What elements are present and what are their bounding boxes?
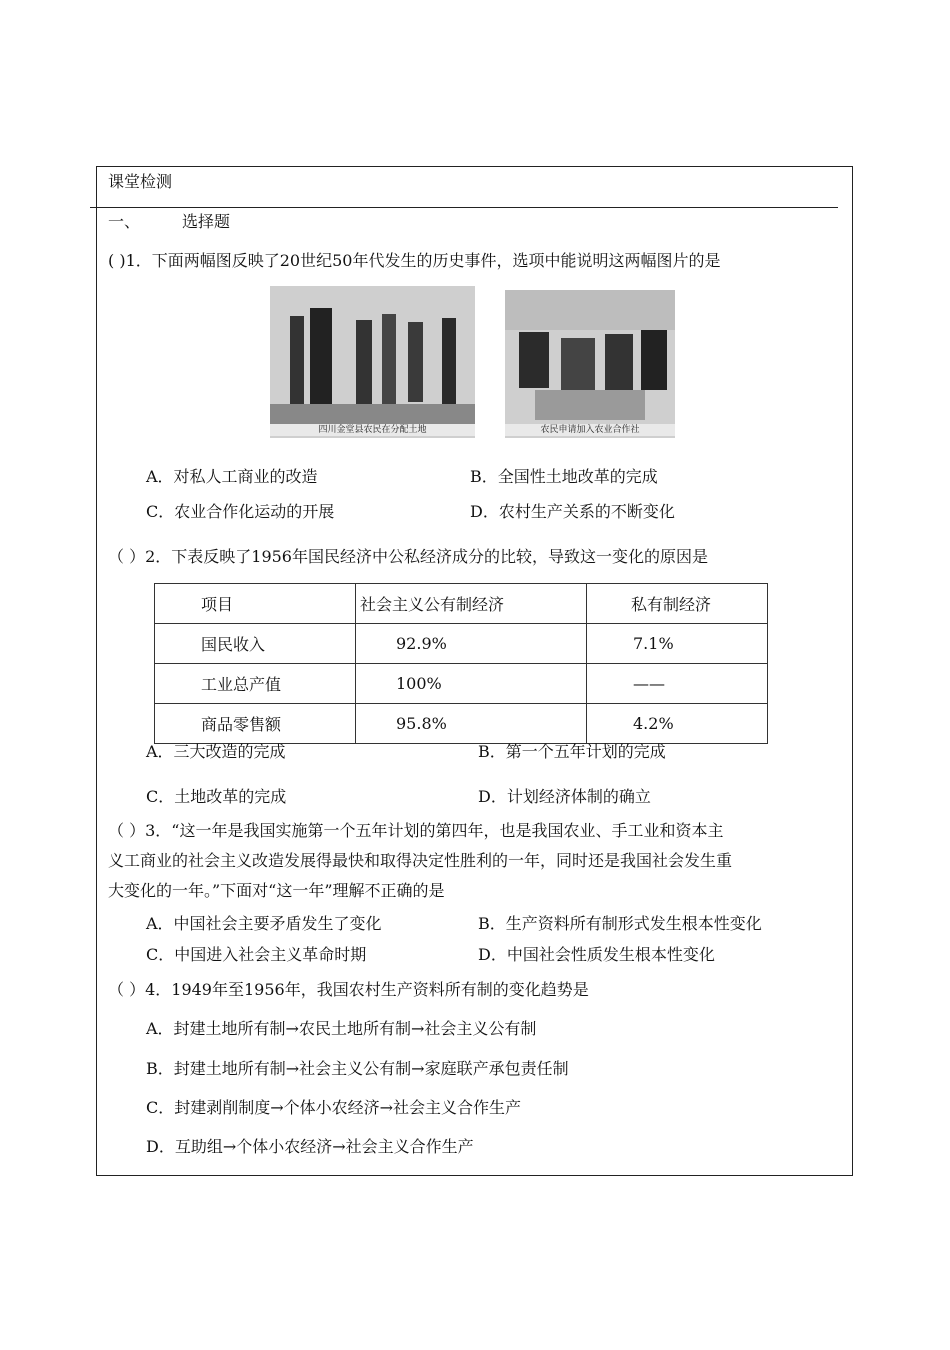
- table-cell: 商品零售额: [155, 704, 356, 744]
- part-title: 选择题: [182, 212, 231, 231]
- q2-option-b: B．第一个五年计划的完成: [478, 742, 666, 761]
- table-cell: 工业总产值: [155, 664, 356, 704]
- q1-option-c: C．农业合作化运动的开展: [146, 502, 335, 521]
- q4-option-d: D．互助组→个体小农经济→社会主义合作生产: [146, 1137, 474, 1156]
- photo-cooperative: [505, 290, 675, 438]
- section-title: 课堂检测: [108, 172, 173, 191]
- photo-right-caption: 农民申请加入农业合作社: [505, 424, 675, 436]
- q1-option-d: D．农村生产关系的不断变化: [470, 502, 675, 521]
- table-cell: 4.2%: [587, 704, 768, 744]
- q1-stem: ( )1．下面两幅图反映了20世纪50年代发生的历史事件，选项中能说明这两幅图片的是: [108, 251, 721, 270]
- table-row: [155, 664, 768, 704]
- photo-land-distribution: [270, 286, 475, 438]
- q2-stem: （ ）2．下表反映了1956年国民经济中公私经济成分的比较，导致这一变化的原因是: [108, 547, 708, 566]
- q3-option-c: C．中国进入社会主义革命时期: [146, 945, 367, 964]
- q2-option-c: C．土地改革的完成: [146, 787, 287, 806]
- table-cell: ——: [587, 664, 768, 704]
- q4-option-a: A．封建土地所有制→农民土地所有制→社会主义公有制: [146, 1019, 537, 1038]
- q3-option-d: D．中国社会性质发生根本性变化: [478, 945, 715, 964]
- q2-option-d: D．计划经济体制的确立: [478, 787, 651, 806]
- table-header-row: [155, 584, 768, 624]
- header-rule: [90, 207, 838, 208]
- table-header: 私有制经济: [587, 584, 768, 624]
- table-row: [155, 704, 768, 744]
- table-row: [155, 624, 768, 664]
- table-cell: 100%: [356, 664, 587, 704]
- table-header: 项目: [155, 584, 356, 624]
- q4-option-b: B．封建土地所有制→社会主义公有制→家庭联产承包责任制: [146, 1059, 569, 1078]
- q3-stem-line-1: （ ）3．“这一年是我国实施第一个五年计划的第四年，也是我国农业、手工业和资本主: [108, 821, 724, 840]
- q4-stem: （ ）4．1949年至1956年，我国农村生产资料所有制的变化趋势是: [108, 980, 589, 999]
- q3-stem-line-3: 大变化的一年。”下面对“这一年”理解不正确的是: [108, 881, 445, 900]
- table-cell: 国民收入: [155, 624, 356, 664]
- table-cell: 92.9%: [356, 624, 587, 664]
- q3-option-b: B．生产资料所有制形式发生根本性变化: [478, 914, 762, 933]
- table-cell: 95.8%: [356, 704, 587, 744]
- economy-comparison-table: [154, 583, 768, 744]
- table-cell: 7.1%: [587, 624, 768, 664]
- q2-option-a: A．三大改造的完成: [146, 742, 286, 761]
- q3-stem-line-2: 义工商业的社会主义改造发展得最快和取得决定性胜利的一年，同时还是我国社会发生重: [108, 851, 733, 870]
- q1-option-a: A．对私人工商业的改造: [146, 467, 318, 486]
- q3-option-a: A．中国社会主要矛盾发生了变化: [146, 914, 382, 933]
- photo-left-caption: 四川金堂县农民在分配土地: [270, 424, 475, 436]
- part-number: 一、: [108, 212, 141, 231]
- q1-option-b: B．全国性土地改革的完成: [470, 467, 658, 486]
- table-header: 社会主义公有制经济: [356, 584, 587, 624]
- q4-option-c: C．封建剥削制度→个体小农经济→社会主义合作生产: [146, 1098, 522, 1117]
